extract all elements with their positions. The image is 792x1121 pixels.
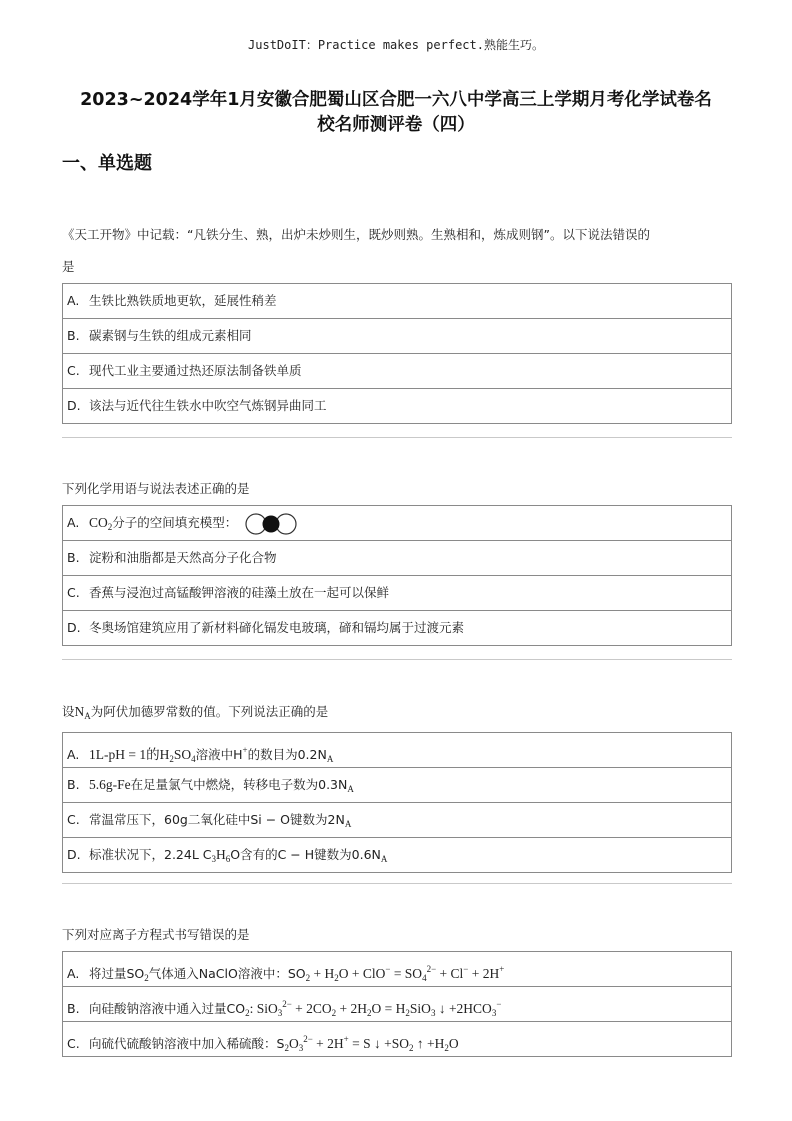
question-2-stem: 下列化学用语与说法表述正确的是 (62, 481, 250, 496)
question-3-stem: 设$N_A$为阿伏加德罗常数的值。下列说法正确的是 (62, 704, 329, 721)
paper-title (40, 88, 752, 138)
option-b[interactable]: B. 5.6g‑Fe在足量氯气中燃烧，转移电子数为$0.3N_A$ (63, 767, 731, 802)
question-4-options (62, 951, 732, 1057)
option-c[interactable]: C. 现代工业主要通过热还原法制备铁单质 (63, 353, 731, 388)
option-b[interactable]: B. 碳素钢与生铁的组成元素相同 (63, 318, 731, 353)
option-c[interactable]: C. 向硫代硫酸钠溶液中加入稀硫酸：$S_2O_3^{2-} + 2H^+ = S$ ↓ $+SO_2$ ↑ $+H_2O$ (63, 1021, 731, 1056)
title-line-2: 校名师测评卷（四） (317, 115, 475, 135)
option-d[interactable]: D. 标准状况下，2.24L $C_3H_6O$含有的C − H键数为$0.6N_A$ (63, 837, 731, 872)
title-line-1: 2023~2024学年1月安徽合肥蜀山区合肥一六八中学高三上学期月考化学试卷名 (80, 90, 712, 110)
question-2 (62, 473, 732, 646)
option-a[interactable]: A. $CO_2$分子的空间填充模型： (63, 506, 731, 540)
option-b[interactable]: B. 淀粉和油脂都是天然高分子化合物 (63, 540, 731, 575)
question-4 (62, 919, 732, 1057)
question-4-stem: 下列对应离子方程式书写错误的是 (62, 927, 250, 942)
option-a[interactable]: A. 将过量$SO_2$气体通入NaClO溶液中：$SO_2 + H_2O + ClO^- = SO_4^{2-} + Cl^- + 2H^+$ (67, 964, 505, 983)
question-divider (62, 437, 732, 438)
option-b[interactable]: B. 向硅酸钠溶液中通入过量$CO_2$: $SiO_3^{2-} + 2CO_2 + 2H_2O = H_2SiO_3$ ↓ $+2HCO_3^-$ (63, 986, 731, 1021)
question-1-stem: 《天工开物》中记载：“凡铁分生、熟，出炉未炒则生，既炒则熟。生熟相和，炼成则钢”。以下说法错误的 是 (62, 227, 650, 274)
page-header: JustDoIT：Practice makes perfect.熟能生巧。 (248, 38, 544, 52)
co2-space-filling-model-icon (243, 512, 299, 536)
question-1-options (62, 283, 732, 424)
option-c[interactable]: C. 常温常压下，60g二氧化硅中Si − O键数为$2N_A$ (63, 802, 731, 837)
question-2-options (62, 505, 732, 646)
option-a[interactable]: A. 生铁比熟铁质地更软，延展性稍差 (67, 293, 277, 308)
option-d[interactable]: D. 冬奥场馆建筑应用了新材料碲化镉发电玻璃，碲和镉均属于过渡元素 (63, 610, 731, 645)
section-heading: 一、单选题 (62, 153, 152, 174)
question-3-options (62, 732, 732, 873)
question-1 (62, 219, 732, 424)
option-d[interactable]: D. 该法与近代往生铁水中吹空气炼钢异曲同工 (63, 388, 731, 423)
question-divider (62, 883, 732, 884)
question-3 (62, 696, 732, 873)
question-divider (62, 659, 732, 660)
option-a[interactable]: A. 1L‑pH = 1的$H_2SO_4$溶液中H+的数目为$0.2N_A$ (67, 745, 334, 764)
option-c[interactable]: C. 香蕉与浸泡过高锰酸钾溶液的硅藻土放在一起可以保鲜 (63, 575, 731, 610)
